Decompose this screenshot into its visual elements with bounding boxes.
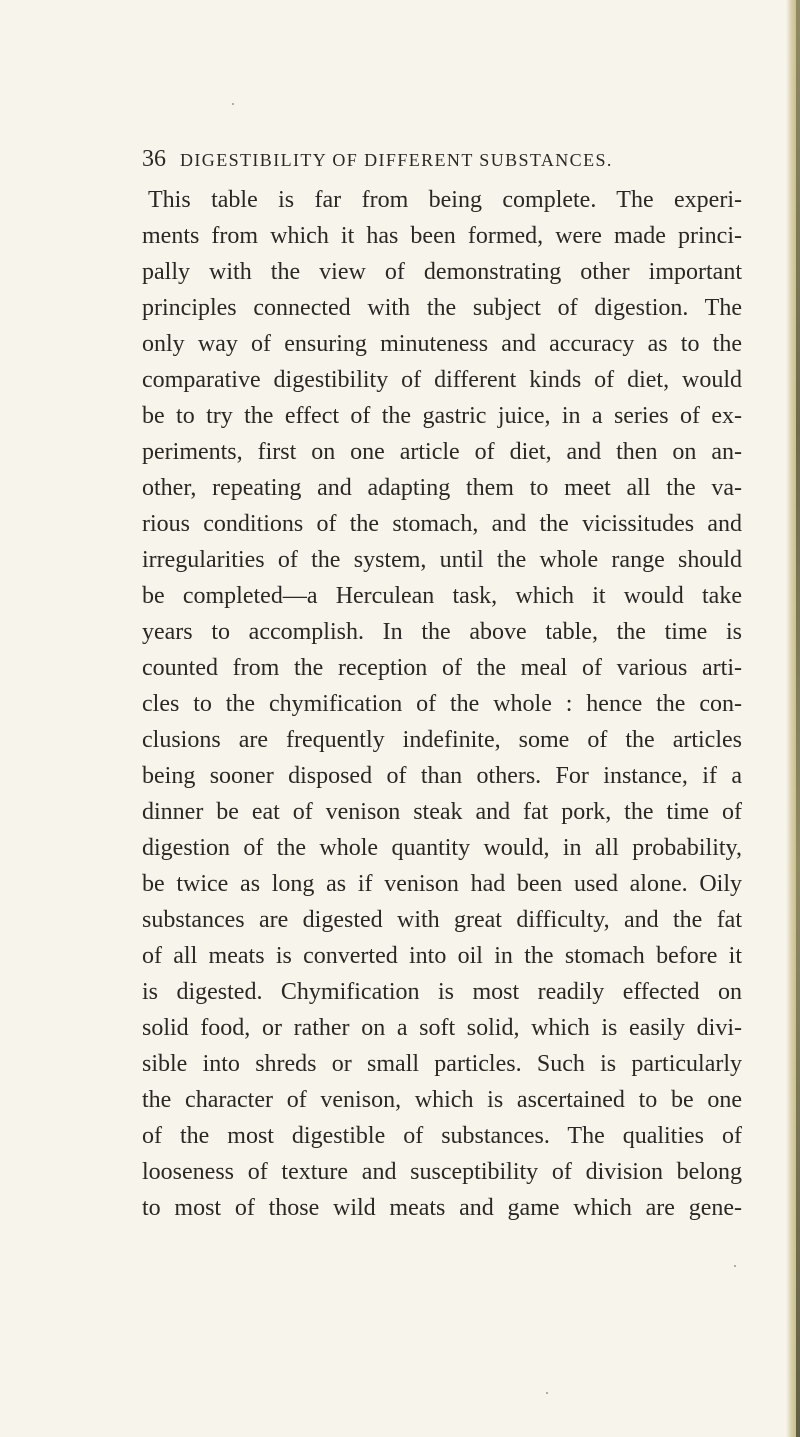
text-line: digestion of the whole quantity would, in all probability, (142, 835, 742, 861)
paper-speck (734, 1265, 736, 1267)
text-line: rious conditions of the stomach, and the vicissitudes and (142, 511, 742, 537)
page-number: 36 (142, 146, 166, 172)
text-line: looseness of texture and susceptibility of division belong (142, 1159, 742, 1185)
text-line: irregularities of the system, until the whole range should (142, 547, 742, 573)
text-line: ments from which it has been formed, were made princi- (142, 223, 742, 249)
text-line: comparative digestibility of different kinds of diet, would (142, 367, 742, 393)
text-line: the character of venison, which is ascertained to be one (142, 1087, 742, 1113)
text-line: sible into shreds or small particles. Such is particularly (142, 1051, 742, 1077)
text-line: substances are digested with great difficulty, and the fat (142, 907, 742, 933)
text-line: only way of ensuring minuteness and accuracy as to the (142, 331, 742, 357)
text-line: periments, first on one article of diet, and then on an- (142, 439, 742, 465)
text-line: clusions are frequently indefinite, some of the articles (142, 727, 742, 753)
text-line: is digested. Chymification is most readily effected on (142, 979, 742, 1005)
text-line: other, repeating and adapting them to meet all the va- (142, 475, 742, 501)
chapter-title: DIGESTIBILITY OF DIFFERENT SUBSTANCES. (180, 150, 613, 170)
text-line: to most of those wild meats and game which are gene- (142, 1195, 742, 1221)
text-line: be twice as long as if venison had been used alone. Oily (142, 871, 742, 897)
text-line: of the most digestible of substances. The qualities of (142, 1123, 742, 1149)
running-head (142, 146, 742, 173)
text-line: This table is far from being complete. The experi- (148, 187, 742, 213)
text-line: dinner be eat of venison steak and fat pork, the time of (142, 799, 742, 825)
text-line: be completed—a Herculean task, which it would take (142, 583, 742, 609)
page-edge-binding (796, 0, 800, 1437)
text-line: counted from the reception of the meal of various arti- (142, 655, 742, 681)
text-line: principles connected with the subject of digestion. The (142, 295, 742, 321)
text-line: being sooner disposed of than others. For instance, if a (142, 763, 742, 789)
text-line: pally with the view of demonstrating other important (142, 259, 742, 285)
text-line: be to try the effect of the gastric juice, in a series of ex- (142, 403, 742, 429)
text-line: of all meats is converted into oil in the stomach before it (142, 943, 742, 969)
paper-speck (546, 1392, 548, 1394)
paper-speck (232, 103, 234, 105)
body-paragraph (142, 182, 742, 1226)
text-line: years to accomplish. In the above table, the time is (142, 619, 742, 645)
text-line: solid food, or rather on a soft solid, which is easily divi- (142, 1015, 742, 1041)
text-line: cles to the chymification of the whole : hence the con- (142, 691, 742, 717)
